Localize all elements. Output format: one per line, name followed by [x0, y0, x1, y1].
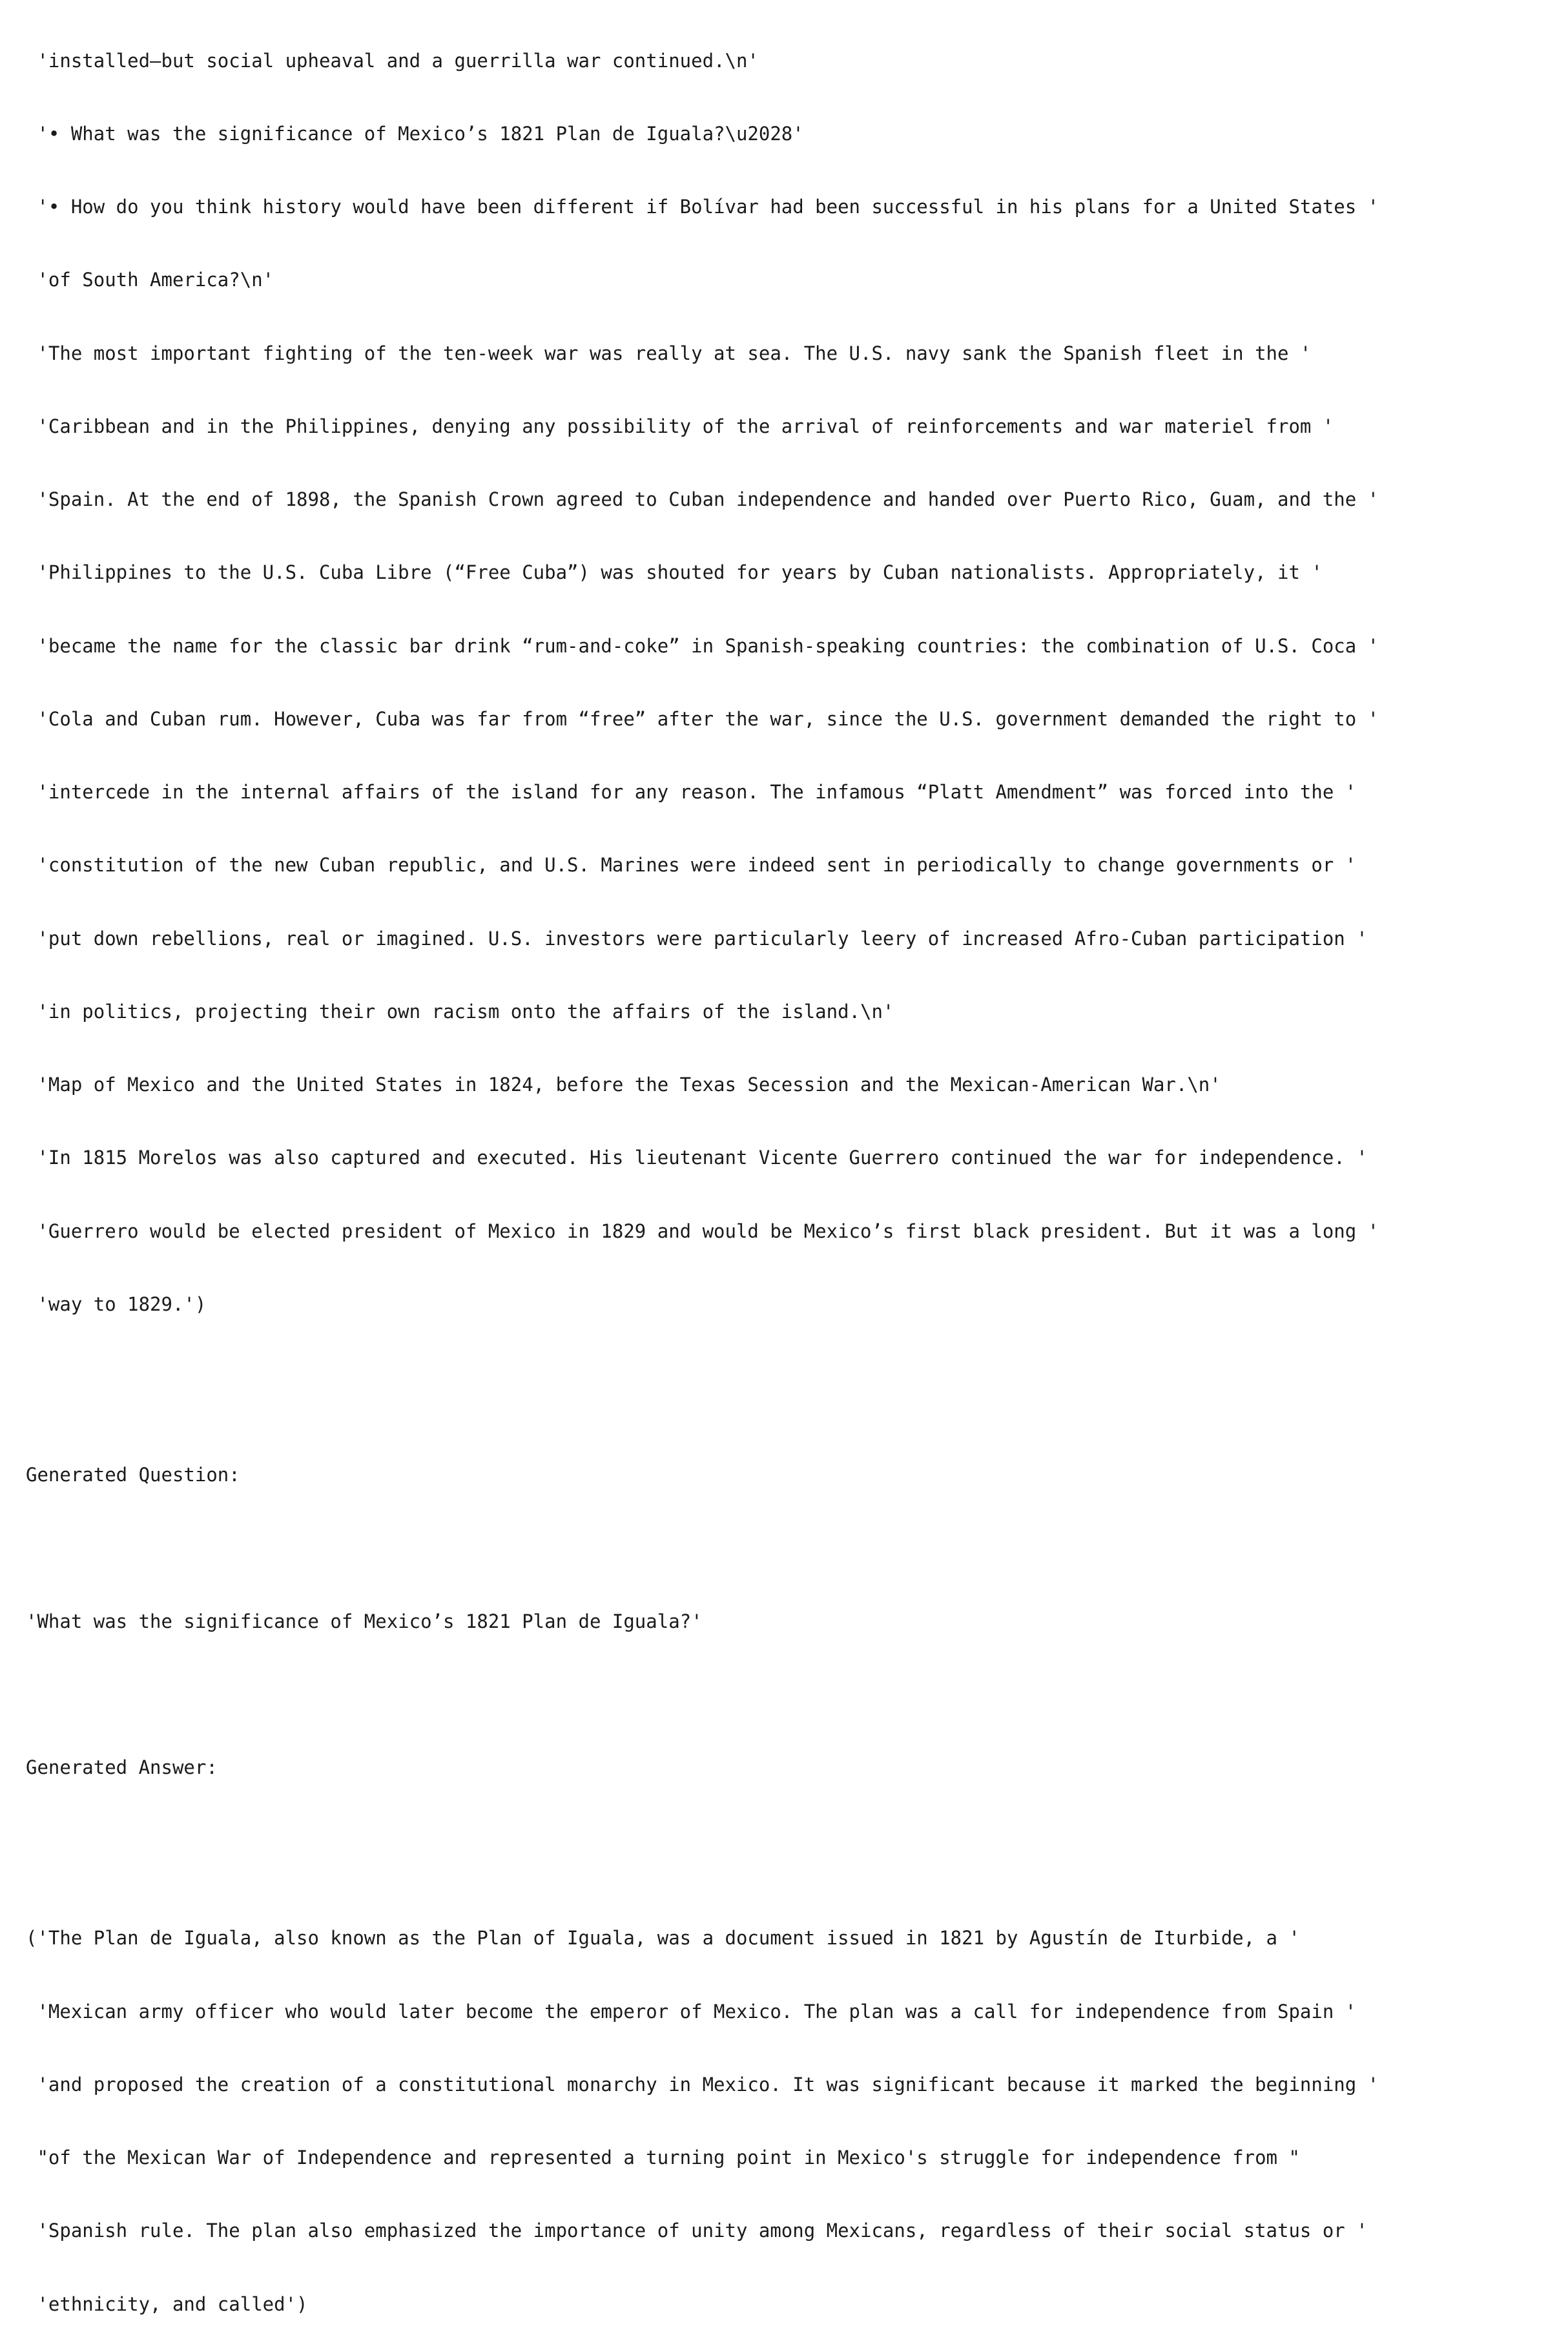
context-line: 'way to 1829.') — [26, 1293, 207, 1315]
blank-line — [26, 1683, 1563, 1707]
answer-line: ('The Plan de Iguala, also known as the Plan of Iguala, was a document issued in 1821 by Agustín de Iturbide, a ' — [26, 1927, 1300, 1950]
context-line: 'in politics, projecting their own racism onto the affairs of the island.\n' — [26, 1000, 894, 1023]
answer-line: 'Mexican army officer who would later become the emperor of Mexico. The plan was a call for independence from Spain ' — [26, 2000, 1357, 2023]
answer-line: "of the Mexican War of Independence and represented a turning point in Mexico's struggle for independence from " — [26, 2147, 1300, 2169]
answer-line: 'Spanish rule. The plan also emphasized the importance of unity among Mexicans, regardless of their social status or ' — [26, 2220, 1368, 2242]
blank-line — [26, 1829, 1563, 1853]
context-line: 'intercede in the internal affairs of the island for any reason. The infamous “Platt Amendment” was forced into the ' — [26, 781, 1357, 803]
context-line: 'In 1815 Morelos was also captured and executed. His lieutenant Vicente Guerrero continued the war for independence. ' — [26, 1147, 1368, 1169]
context-line: 'of South America?\n' — [26, 269, 274, 291]
blank-line — [26, 1536, 1563, 1561]
answer-header: Generated Answer: — [26, 1756, 218, 1778]
context-line: 'Guerrero would be elected president of Mexico in 1829 and would be Mexico’s first black president. But it was a long ' — [26, 1220, 1379, 1242]
answer-line: 'and proposed the creation of a constitutional monarchy in Mexico. It was significant because it marked the beginning ' — [26, 2073, 1379, 2096]
blank-line — [26, 1390, 1563, 1415]
context-line: 'became the name for the classic bar drink “rum-and-coke” in Spanish-speaking countries: the combination of U.S. Coca ' — [26, 634, 1379, 657]
answer-line: 'ethnicity, and called') — [26, 2293, 308, 2315]
context-line: 'Philippines to the U.S. Cuba Libre (“Free Cuba”) was shouted for years by Cuban nationalists. Appropriately, it ' — [26, 561, 1323, 584]
question-text: 'What was the significance of Mexico’s 1821 Plan de Iguala?' — [26, 1610, 703, 1632]
console-output — [26, 0, 1563, 2315]
context-line: 'Spain. At the end of 1898, the Spanish Crown agreed to Cuban independence and handed over Puerto Rico, Guam, and the ' — [26, 488, 1379, 510]
context-line: 'installed—but social upheaval and a guerrilla war continued.\n' — [26, 49, 759, 72]
context-line: '• What was the significance of Mexico’s 1821 Plan de Iguala?\u2028' — [26, 122, 804, 145]
context-line: 'put down rebellions, real or imagined. U.S. investors were particularly leery of increased Afro-Cuban participation ' — [26, 927, 1368, 950]
context-line: 'Cola and Cuban rum. However, Cuba was far from “free” after the war, since the U.S. government demanded the right to ' — [26, 707, 1379, 730]
context-line: 'constitution of the new Cuban republic, and U.S. Marines were indeed sent in periodically to change governments or ' — [26, 854, 1357, 877]
context-line: '• How do you think history would have been different if Bolívar had been successful in his plans for a United States ' — [26, 196, 1379, 218]
context-line: 'The most important fighting of the ten-week war was really at sea. The U.S. navy sank the Spanish fleet in the ' — [26, 342, 1312, 364]
context-line: 'Caribbean and in the Philippines, denying any possibility of the arrival of reinforcements and war materiel from ' — [26, 415, 1334, 437]
question-header: Generated Question: — [26, 1464, 240, 1486]
context-line: 'Map of Mexico and the United States in 1824, before the Texas Secession and the Mexican-American War.\n' — [26, 1074, 1221, 1096]
